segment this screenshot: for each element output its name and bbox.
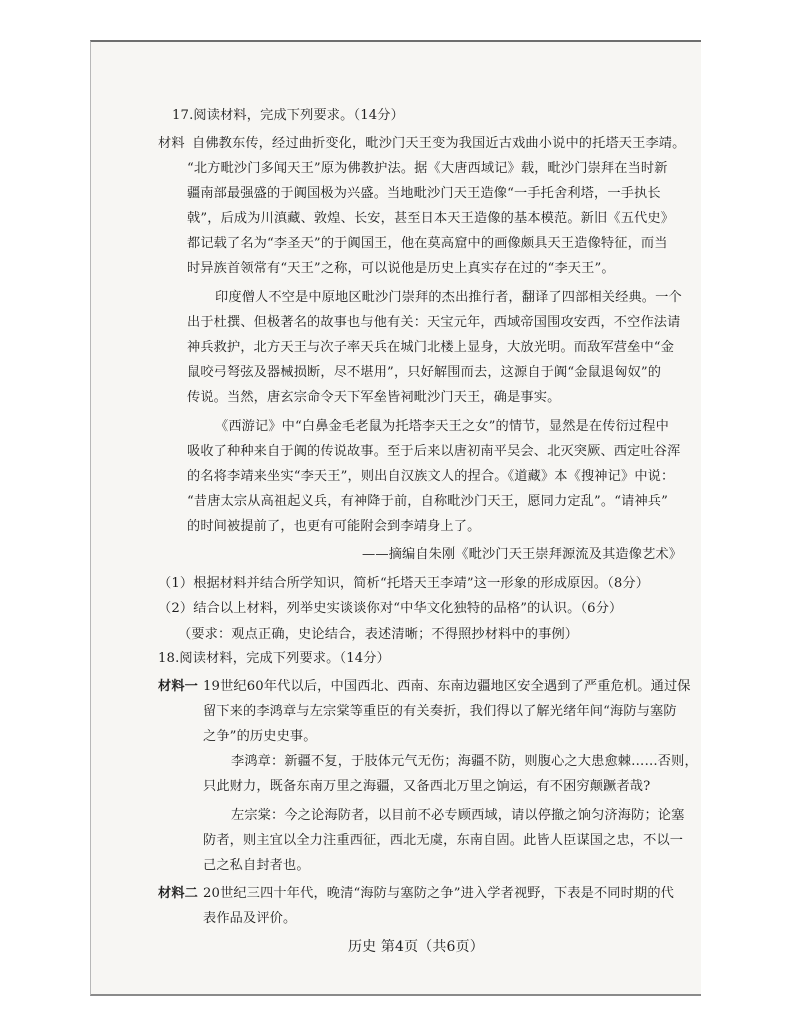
q17-p2-line: 神兵救护，北方天王与次子率天兵在城门北楼上显身，大放光明。而敌军营垒中“金 [187, 340, 675, 355]
q17-p3-line: 吸收了种种来自于阗的传说故事。至于后来以唐初南平吴会、北灭突厥、西定吐谷浑 [187, 444, 681, 459]
q17-material-label: 材料 [158, 136, 185, 151]
q18-zuo-quote-line: 防者，则主宜以全力注重西征，西北无虞，东南自固。此皆人臣谋国之忠，不以一 [203, 833, 684, 848]
q18-zuo-quote-line: 己之私自封者也。 [203, 858, 310, 873]
q17-p1-line: 时异族首领常有“天王”之称，可以说他是历史上真实存在过的“李天王”。 [187, 261, 615, 276]
q17-p1-line: 疆南部最强盛的于阗国极为兴盛。当地毗沙门天王造像“一手托舍利塔，一手执长 [187, 186, 661, 201]
q18-title: 18.阅读材料，完成下列要求。（14分） [158, 651, 390, 666]
q17-p2-line: 鼠咬弓弩弦及器械损断，尽不堪用”，只好解围而去，这源自于阗“金鼠退匈奴”的 [187, 365, 662, 380]
q17-p2-line: 出于杜撰、但极著名的故事也与他有关：天宝元年，西域帝国围攻安西，不空作法请 [187, 315, 681, 330]
q18-li-quote-line: 只此财力，既备东南万里之海疆，又备西北万里之饷运，有不困穷颠蹶者哉? [203, 779, 651, 794]
q18-m1-line: 19世纪60年代以后，中国西北、西南、东南边疆地区安全遇到了严重危机。通过保 [203, 679, 691, 694]
q18-m2-line: 表作品及评价。 [203, 911, 297, 926]
q17-p1-line: “北方毗沙门多闻天王”原为佛教护法。据《大唐西域记》载，毗沙门崇拜在当时新 [187, 161, 668, 176]
q18-m1-line: 留下来的李鸿章与左宗棠等重臣的有关奏折，我们得以了解光绪年间“海防与塞防 [203, 704, 677, 719]
q17-title: 17.阅读材料，完成下列要求。（14分） [172, 108, 404, 123]
q17-requirement: （要求：观点正确，史论结合，表述清晰；不得照抄材料中的事例） [178, 627, 579, 642]
q17-p3-line: “昔唐太宗从高祖起义兵，有神降于前，自称毗沙门天王，愿同力定乱”。“请神兵” [187, 494, 669, 509]
q18-material1-label: 材料一 [158, 679, 199, 694]
q17-p1-line: 戟”，后成为川滇藏、敦煌、长安，甚至日本天王造像的基本模范。新旧《五代史》 [187, 211, 675, 226]
exam-page [90, 40, 701, 996]
q17-p3-line: 的时间被提前了，也更有可能附会到李靖身上了。 [187, 519, 481, 534]
q18-m1-line: 之争”的历史史事。 [203, 729, 317, 744]
q17-p2-line: 传说。当然，唐玄宗命令天下军垒皆祠毗沙门天王，确是事实。 [187, 390, 561, 405]
q17-question-1: （1）根据材料并结合所学知识，简析“托塔天王李靖”这一形象的形成原因。（8分） [158, 576, 650, 591]
q18-zuo-quote-line: 左宗棠：今之论海防者，以目前不必专顾西域，请以停撤之饷匀济海防；论塞 [231, 808, 685, 823]
q17-p1-line: 自佛教东传，经过曲折变化，毗沙门天王变为我国近古戏曲小说中的托塔天王李靖。 [192, 136, 686, 151]
q17-question-2: （2）结合以上材料，列举史实谈谈你对“中华文化独特的品格”的认识。（6分） [158, 601, 623, 616]
q17-p1-line: 都记载了名为“李圣天”的于阗国王，他在莫高窟中的画像颇具天王造像特征，而当 [187, 236, 668, 251]
q18-material2-label: 材料二 [158, 886, 199, 901]
q17-source: ——摘编自朱刚《毗沙门天王崇拜源流及其造像艺术》 [362, 547, 683, 562]
q17-p2-line: 印度僧人不空是中原地区毗沙门崇拜的杰出推行者，翻译了四部相关经典。一个 [215, 290, 682, 305]
q18-li-quote-line: 李鸿章：新疆不复，于肢体元气无伤；海疆不防，则腹心之大患愈棘……否则， [231, 754, 698, 769]
q17-p3-line: 的名将李靖来坐实“李天王”，则出自汉族文人的捏合。《道藏》本《搜神记》中说： [187, 469, 675, 484]
q17-p3-line: 《西游记》中“白鼻金毛老鼠为托塔李天王之女”的情节，显然是在传衍过程中 [215, 419, 669, 434]
page-footer: 历史 第4页（共6页） [348, 939, 484, 955]
q18-m2-line: 20世纪三四十年代，晚清“海防与塞防之争”进入学者视野，下表是不同时期的代 [203, 886, 674, 901]
